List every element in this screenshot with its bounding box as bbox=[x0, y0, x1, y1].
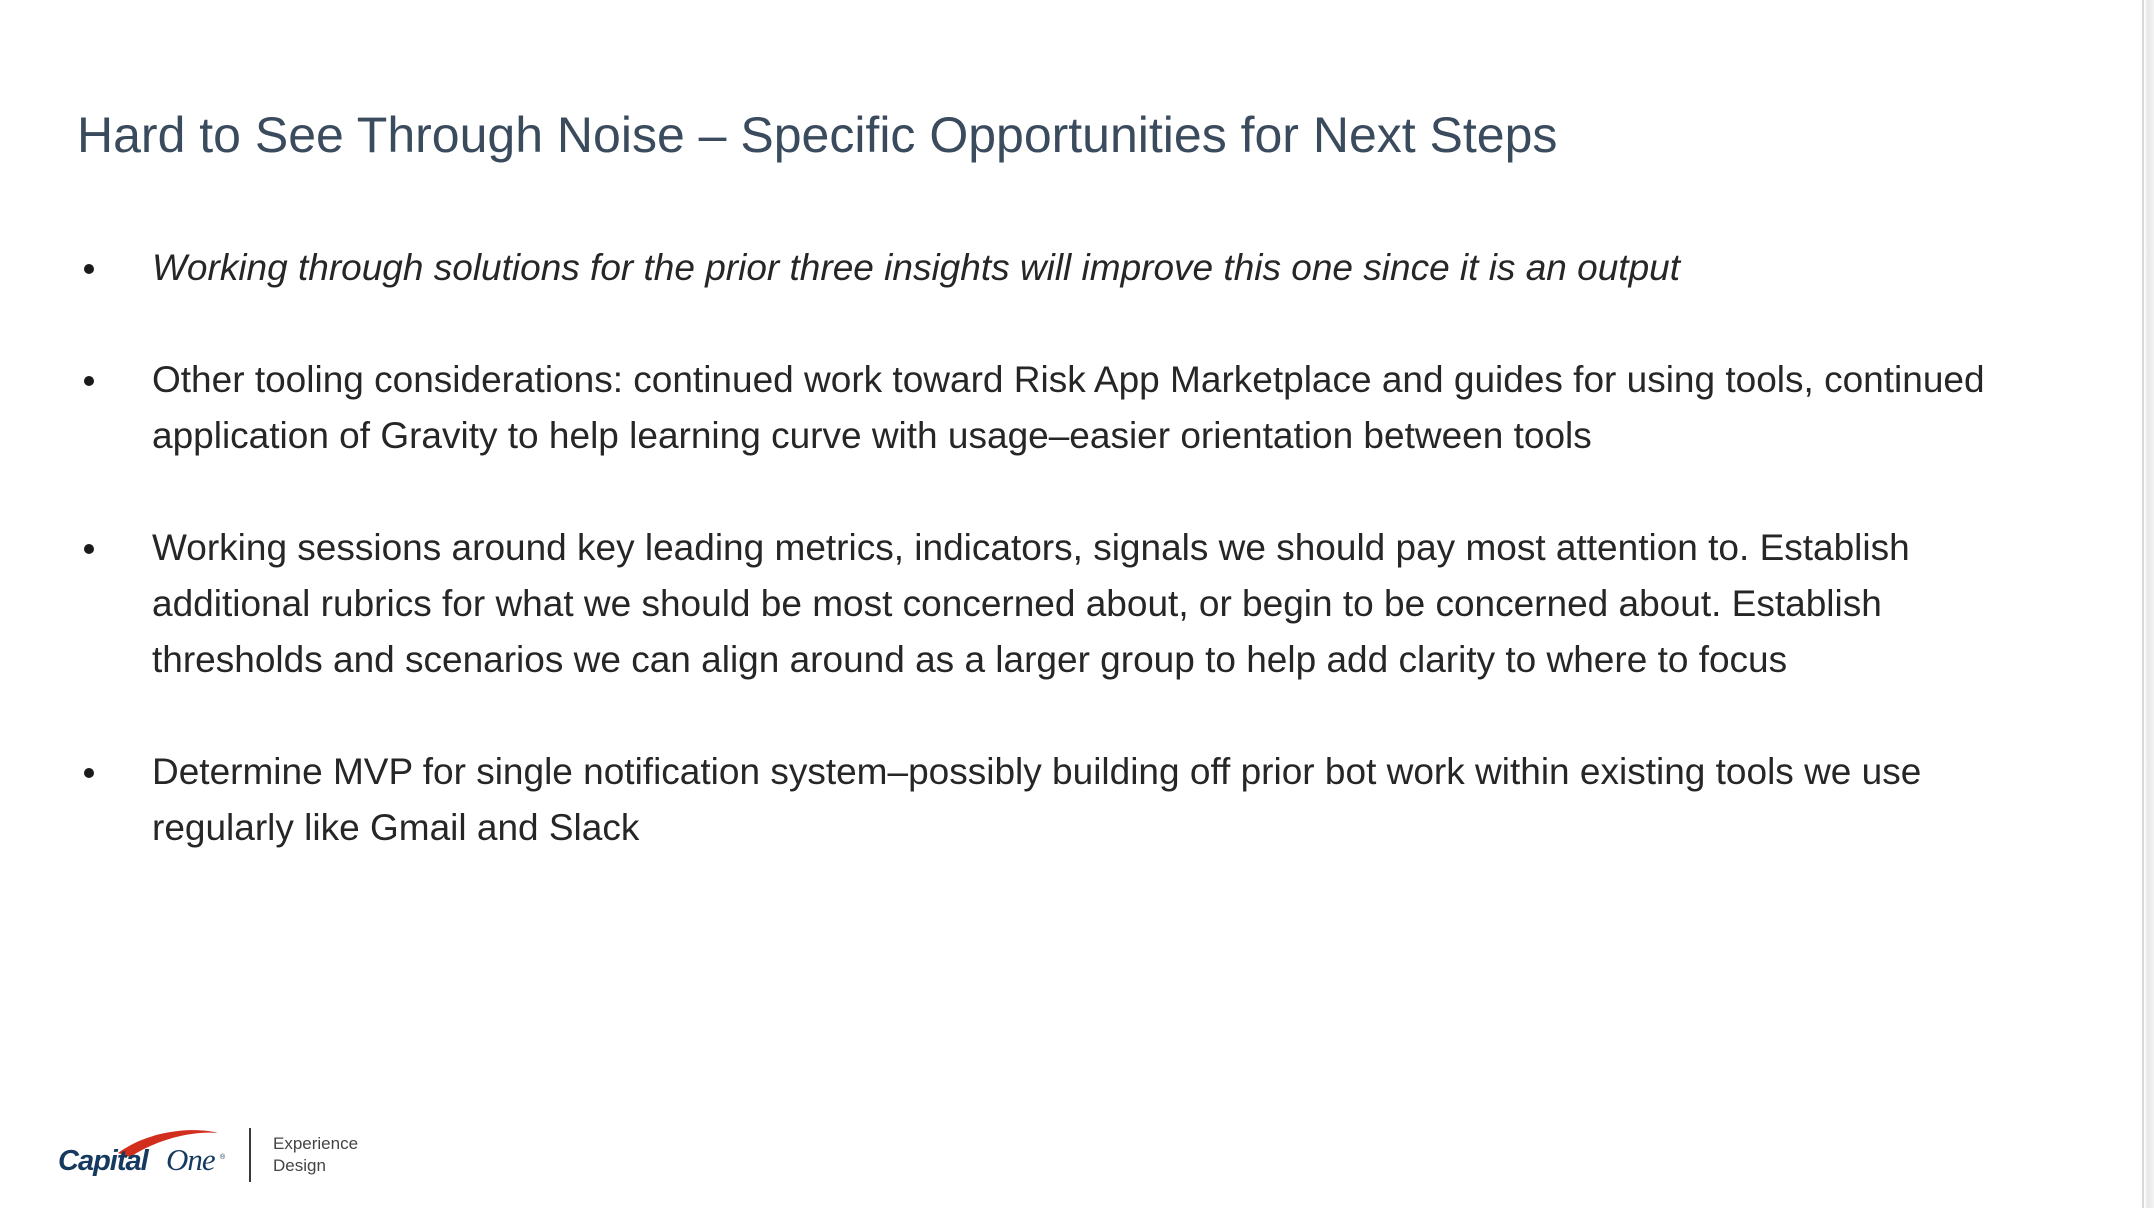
bullet-text: Determine MVP for single notification system–possibly building off prior bot work within existing tools we use regularly like Gmail and Slack bbox=[152, 751, 1922, 848]
slide-title: Hard to See Through Noise – Specific Opportunities for Next Steps bbox=[77, 107, 1558, 163]
bullet-list bbox=[78, 240, 2038, 912]
bullet-item bbox=[78, 352, 2038, 464]
svg-text:Capital: Capital bbox=[58, 1145, 148, 1177]
bullet-dot-icon bbox=[84, 768, 94, 778]
bullet-dot-icon bbox=[84, 376, 94, 386]
bullet-dot-icon bbox=[84, 544, 94, 554]
sub-brand-line2: Design bbox=[273, 1156, 326, 1175]
sub-brand-label bbox=[273, 1133, 358, 1177]
bullet-dot-icon bbox=[84, 264, 94, 274]
bullet-text: Other tooling considerations: continued work toward Risk App Marketplace and guides for using tools, continued application of Gravity to help learning curve with usage–easier orientation between tools bbox=[152, 359, 1985, 456]
bullet-item bbox=[78, 520, 2038, 688]
footer-branding bbox=[56, 1120, 358, 1190]
bullet-text: Working sessions around key leading metrics, indicators, signals we should pay most attention to. Establish additional rubrics for what we should be most concerned about, or begin to be concerned about. Establish thresholds and scenarios we can align around as a larger group to help add clarity to where to focus bbox=[152, 527, 1910, 680]
slide-edge bbox=[2142, 0, 2154, 1208]
bullet-text: Working through solutions for the prior three insights will improve this one since it is an output bbox=[152, 247, 1681, 288]
sub-brand-line1: Experience bbox=[273, 1134, 359, 1153]
svg-text:®: ® bbox=[220, 1154, 226, 1161]
bullet-item bbox=[78, 744, 2038, 856]
svg-text:One: One bbox=[166, 1142, 215, 1177]
footer-divider bbox=[249, 1128, 251, 1182]
capital-one-logo bbox=[56, 1123, 231, 1187]
bullet-item bbox=[78, 240, 2038, 296]
